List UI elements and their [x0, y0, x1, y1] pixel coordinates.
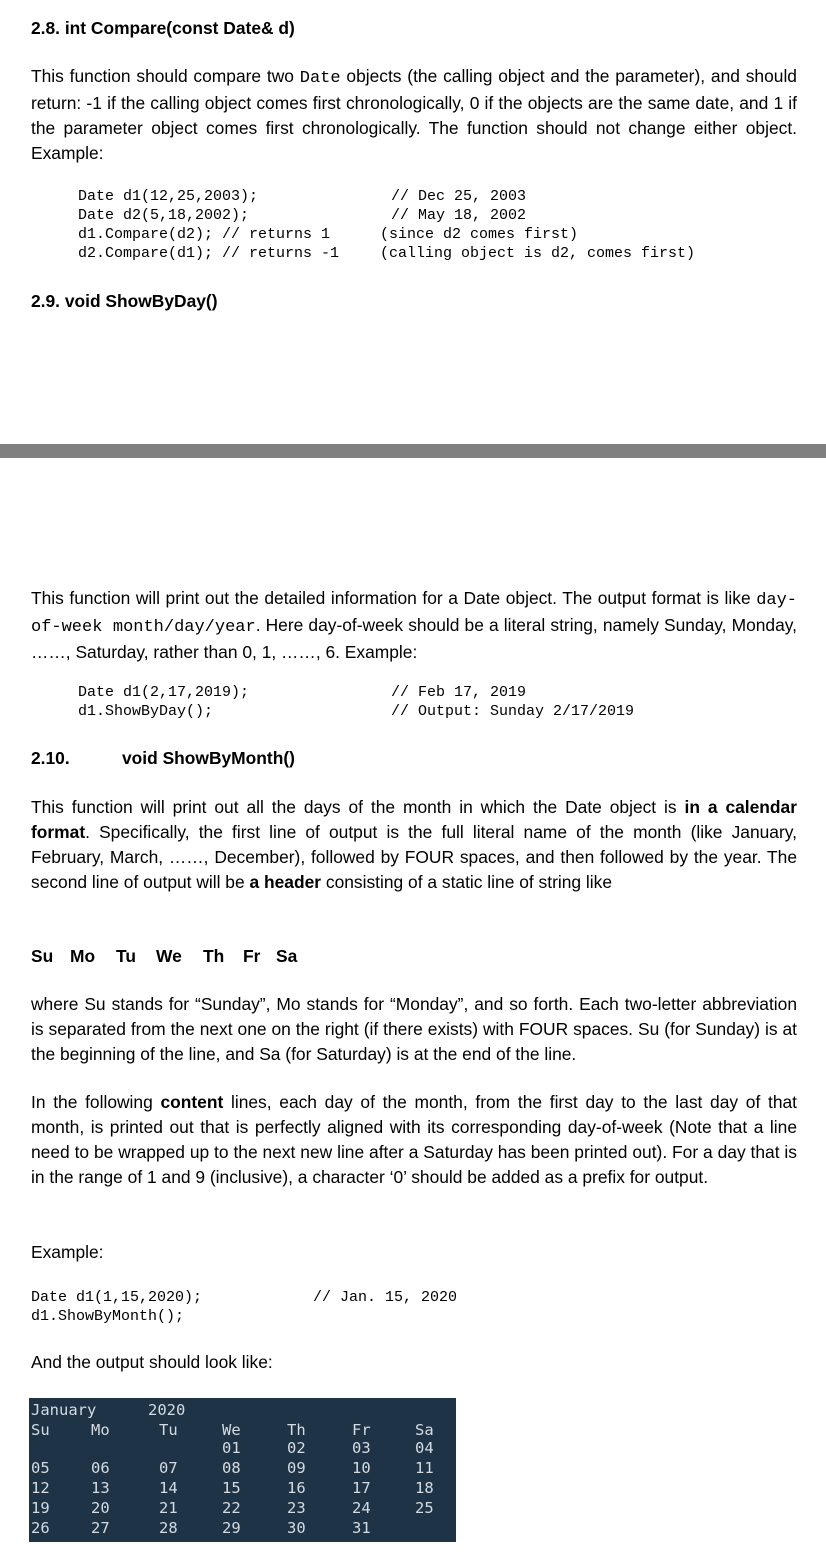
bold-text: content: [160, 1092, 224, 1112]
section-2-9-paragraph: [31, 586, 797, 665]
terminal-day-header: Tu: [159, 1421, 178, 1439]
terminal-day-cell: 18: [415, 1479, 434, 1497]
code-comment: // Dec 25, 2003: [391, 188, 527, 205]
para-text: . Specifically, the first line of output is the full literal name of the month (like January, February, March, ……, December), followed by FOUR spaces, and then followed by the year. The second line of output will be: [31, 822, 797, 892]
header-day: Mo: [70, 946, 96, 966]
terminal-day-header: Sa: [415, 1421, 434, 1439]
terminal-day-cell: 06: [91, 1459, 110, 1477]
code-line: d2.Compare(d1); // returns -1: [78, 245, 340, 262]
terminal-month: January: [31, 1401, 97, 1419]
inline-code: day-of-week month/day/year: [31, 591, 797, 637]
para-text: where Su stands for “Sunday”, Mo stands for “Monday”, and so forth. Each two-letter abbreviation is separated from the next one on the right (if there exists) with FOUR spaces. Su (for Sunday) is at the beginning of the line, and Sa (for Saturday) is at the end of the line.: [31, 994, 797, 1064]
terminal-day-cell: 14: [159, 1479, 178, 1497]
terminal-day-cell: 26: [31, 1519, 50, 1537]
terminal-day-header: Th: [287, 1421, 306, 1439]
para-text: . Here day-of-week should be a literal string, namely Sunday, Monday, ……, Saturday, rather than 0, 1, ……, 6. Example:: [31, 615, 797, 662]
code-comment: (calling object is d2, comes first): [380, 245, 696, 262]
code-comment: // Jan. 15, 2020: [313, 1289, 458, 1306]
code-line: d1.ShowByDay();: [78, 703, 214, 720]
para-text: This function will print out all the days of the month in which the Date object is: [31, 797, 685, 817]
terminal-day-cell: 25: [415, 1499, 434, 1517]
header-day: Tu: [116, 946, 136, 966]
header-day: Sa: [276, 946, 298, 966]
terminal-day-cell: 20: [91, 1499, 110, 1517]
terminal-day-cell: 24: [352, 1499, 371, 1517]
terminal-day-cell: 10: [352, 1459, 371, 1477]
terminal-day-cell: 09: [287, 1459, 306, 1477]
section-2-9-heading: 2.9. void ShowByDay(): [31, 291, 218, 311]
terminal-day-cell: 19: [31, 1499, 50, 1517]
header-day: Fr: [243, 946, 261, 966]
terminal-day-cell: 29: [222, 1519, 241, 1537]
para-text: This function will print out the detailed information for a Date object. The output format is like: [31, 588, 757, 608]
terminal-day-cell: 05: [31, 1459, 50, 1477]
terminal-day-header: Mo: [91, 1421, 110, 1439]
section-2-8-paragraph: [31, 64, 797, 166]
terminal-day-cell: 13: [91, 1479, 110, 1497]
code-comment: // Feb 17, 2019: [391, 684, 527, 701]
terminal-day-cell: 31: [352, 1519, 371, 1537]
example-label: Example:: [31, 1242, 104, 1262]
terminal-day-cell: 04: [415, 1439, 434, 1457]
para-text: In the following: [31, 1092, 161, 1112]
output-label: And the output should look like:: [31, 1352, 273, 1372]
terminal-day-cell: 02: [287, 1439, 306, 1457]
code-line: Date d1(12,25,2003);: [78, 188, 259, 205]
terminal-day-cell: 21: [159, 1499, 178, 1517]
header-day: Su: [31, 946, 54, 966]
para-text: consisting of a static line of string like: [321, 872, 612, 892]
terminal-day-cell: 23: [287, 1499, 306, 1517]
terminal-day-cell: 17: [352, 1479, 371, 1497]
section-2-8-heading: 2.8. int Compare(const Date& d): [31, 18, 295, 38]
section-2-10-paragraph-1: [31, 795, 797, 895]
terminal-day-cell: 08: [222, 1459, 241, 1477]
terminal-day-cell: 22: [222, 1499, 241, 1517]
terminal-day-cell: 27: [91, 1519, 110, 1537]
inline-code: Date: [299, 69, 341, 88]
code-comment: // May 18, 2002: [391, 207, 527, 224]
bold-text: a header: [249, 872, 322, 892]
terminal-day-cell: 30: [287, 1519, 306, 1537]
terminal-day-header: We: [222, 1421, 241, 1439]
code-comment: (since d2 comes first): [380, 226, 579, 243]
code-line: d1.ShowByMonth();: [31, 1308, 185, 1325]
terminal-day-cell: 01: [222, 1439, 241, 1457]
terminal-day-cell: 03: [352, 1439, 371, 1457]
calendar-header-example: [31, 944, 297, 968]
terminal-day-cell: 12: [31, 1479, 50, 1497]
code-comment: // Output: Sunday 2/17/2019: [391, 703, 635, 720]
page-break-bar: [0, 444, 826, 458]
terminal-year: 2020: [148, 1401, 186, 1419]
terminal-day-cell: 07: [159, 1459, 178, 1477]
terminal-day-cell: 15: [222, 1479, 241, 1497]
code-line: Date d1(1,15,2020);: [31, 1289, 203, 1306]
terminal-day-header: Fr: [352, 1421, 371, 1439]
para-text: lines, each day of the month, from the first day to the last day of that month, is printed out that is perfectly aligned with its corresponding day-of-week (Note that a line need to be wrapped up to the next new line after a Saturday has been printed out). For a day that is in the range of 1 and 9 (inclusive), a character ‘0’ should be added as a prefix for output.: [31, 1092, 797, 1187]
section-2-10-heading-number: 2.10.: [31, 748, 70, 768]
header-day: We: [156, 946, 182, 966]
terminal-output: [29, 1398, 456, 1542]
terminal-day-header: Su: [31, 1421, 50, 1439]
section-2-10-paragraph-2: [31, 992, 797, 1067]
code-line: Date d1(2,17,2019);: [78, 684, 250, 701]
terminal-day-cell: 11: [415, 1459, 434, 1477]
section-2-10-paragraph-3: [31, 1090, 797, 1190]
section-2-10-heading-title: void ShowByMonth(): [122, 748, 295, 768]
code-line: d1.Compare(d2); // returns 1: [78, 226, 331, 243]
para-text: objects (the calling object and the parameter), and should return: -1 if the calling object comes first chronologically, 0 if the objects are the same date, and 1 if the parameter object comes first chronologically. The function should not change either object. Example:: [31, 66, 797, 163]
terminal-day-cell: 28: [159, 1519, 178, 1537]
header-day: Th: [203, 946, 225, 966]
terminal-day-cell: 16: [287, 1479, 306, 1497]
code-line: Date d2(5,18,2002);: [78, 207, 250, 224]
para-text: This function should compare two: [31, 66, 300, 86]
bold-text: in a calendar format: [31, 797, 797, 842]
